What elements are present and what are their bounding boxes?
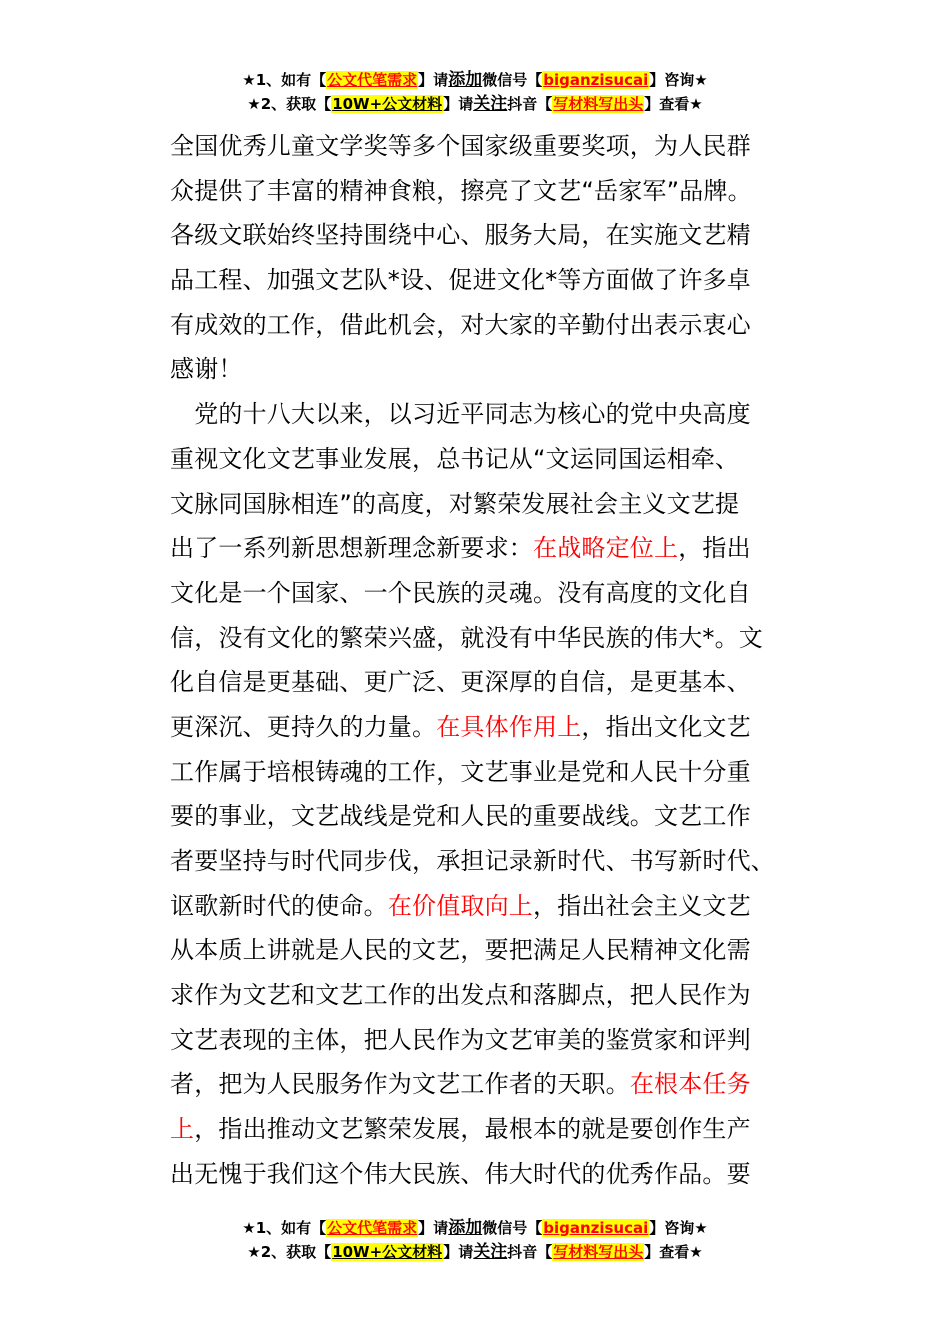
body-text-run: 更深沉、更持久的力量。: [170, 712, 437, 741]
body-text-run: ，指出: [678, 534, 751, 563]
footer-line-1-highlight-service: 公文代笔需求: [327, 1219, 418, 1237]
footer-line-2-prefix: ★2、获取【: [247, 1243, 332, 1261]
footer-line-1-text: 】请: [418, 1219, 449, 1237]
body-text-run: 出了一系列新思想新理念新要求：: [170, 534, 533, 563]
body-line: 出无愧于我们这个伟大民族、伟大时代的优秀作品。要: [170, 1159, 751, 1188]
header-line-1-prefix: ★1、如有【: [242, 71, 327, 89]
header-line-1-highlight-wechat: biganzisucai: [543, 71, 649, 89]
header-line-2-emphasis: 关注: [473, 94, 508, 114]
header-line-2-text-2: 抖音【: [507, 95, 553, 113]
header-line-1-text: 】请: [418, 71, 449, 89]
body-line: 文脉同国脉相连”的高度，对繁荣发展社会主义文艺提: [170, 489, 740, 518]
header-line-1-suffix: 】咨询★: [649, 71, 708, 89]
body-text-run: ，指出社会主义文艺: [533, 891, 751, 920]
body-line: [170, 705, 795, 750]
body-text-run: 者，把为人民服务作为文艺工作者的天职。: [170, 1070, 630, 1099]
header-line-2-suffix: 】查看★: [644, 95, 703, 113]
body-line: 求作为文艺和文艺工作的出发点和落脚点，把人民作为: [170, 981, 751, 1010]
header-line-1: [0, 68, 950, 92]
header-line-1-text-2: 微信号【: [482, 71, 543, 89]
body-line: 化自信是更基础、更广泛、更深厚的自信，是更基本、: [170, 668, 751, 697]
body-line: [170, 884, 795, 929]
body-line: 有成效的工作，借此机会，对大家的辛勤付出表示衷心: [170, 310, 751, 339]
red-emphasis-value-orientation: 在价值取向上: [387, 891, 534, 920]
body-line: 重视文化文艺事业发展，总书记从“文运同国运相牵、: [170, 444, 740, 473]
body-line: [170, 526, 795, 571]
header-line-1-highlight-service: 公文代笔需求: [327, 71, 418, 89]
header-line-2-highlight-materials: 10W+公文材料: [332, 95, 443, 113]
body-text-run: 讴歌新时代的使命。: [170, 891, 388, 920]
header-line-2-prefix: ★2、获取【: [247, 95, 332, 113]
red-emphasis-specific-role: 在具体作用上: [436, 712, 582, 741]
body-line: [170, 1062, 795, 1107]
body-line: 工作属于培根铸魂的工作，文艺事业是党和人民十分重: [170, 757, 751, 786]
body-text-run: ，指出推动文艺繁荣发展，最根本的就是要创作生产: [194, 1115, 751, 1144]
footer-line-2-highlight-douyin: 写材料写出头: [553, 1243, 644, 1261]
footer-line-1-text-2: 微信号【: [482, 1219, 543, 1237]
footer-line-2: [0, 1240, 950, 1264]
red-emphasis-fundamental-task-end: 上: [170, 1115, 195, 1144]
footer-line-1-highlight-wechat: biganzisucai: [543, 1219, 649, 1237]
body-text-run: ，指出文化文艺: [581, 712, 751, 741]
header-banner: [0, 68, 950, 116]
footer-line-2-emphasis: 关注: [473, 1242, 508, 1262]
footer-line-1-prefix: ★1、如有【: [242, 1219, 327, 1237]
footer-line-1: [0, 1216, 950, 1240]
body-line: 全国优秀儿童文学奖等多个国家级重要奖项，为人民群: [170, 132, 751, 160]
footer-line-2-highlight-materials: 10W+公文材料: [332, 1243, 443, 1261]
header-line-2: [0, 92, 950, 116]
red-emphasis-strategic-position: 在战略定位上: [533, 534, 679, 563]
body-line: 信，没有文化的繁荣兴盛，就没有中华民族的伟大*。文: [170, 623, 763, 652]
document-body: [170, 124, 795, 1197]
footer-line-1-emphasis: 添加: [448, 1218, 483, 1238]
footer-line-2-text-2: 抖音【: [507, 1243, 553, 1261]
body-line: 感谢！: [170, 355, 243, 384]
footer-line-2-suffix: 】查看★: [644, 1243, 703, 1261]
body-line: 者要坚持与时代同步伐，承担记录新时代、书写新时代、: [170, 847, 775, 875]
body-line: 文艺表现的主体，把人民作为文艺审美的鉴赏家和评判: [170, 1025, 751, 1054]
body-line: 党的十八大以来，以习近平同志为核心的党中央高度: [170, 400, 751, 429]
body-line: [170, 1107, 795, 1152]
footer-line-2-text: 】请: [443, 1243, 474, 1261]
header-line-2-highlight-douyin: 写材料写出头: [553, 95, 644, 113]
body-line: 各级文联始终坚持围绕中心、服务大局，在实施文艺精: [170, 221, 751, 250]
body-line: 要的事业，文艺战线是党和人民的重要战线。文艺工作: [170, 802, 751, 831]
footer-line-1-suffix: 】咨询★: [649, 1219, 708, 1237]
body-line: 众提供了丰富的精神食粮，擦亮了文艺“岳家军”品牌。: [170, 176, 752, 205]
header-line-2-text: 】请: [443, 95, 474, 113]
body-line: 品工程、加强文艺队*设、促进文化*等方面做了许多卓: [170, 266, 751, 295]
body-line: 文化是一个国家、一个民族的灵魂。没有高度的文化自: [170, 578, 751, 607]
red-emphasis-fundamental-task: 在根本任务: [629, 1070, 751, 1099]
footer-banner: [0, 1216, 950, 1264]
header-line-1-emphasis: 添加: [448, 70, 483, 90]
body-line: 从本质上讲就是人民的文艺，要把满足人民精神文化需: [170, 936, 751, 965]
